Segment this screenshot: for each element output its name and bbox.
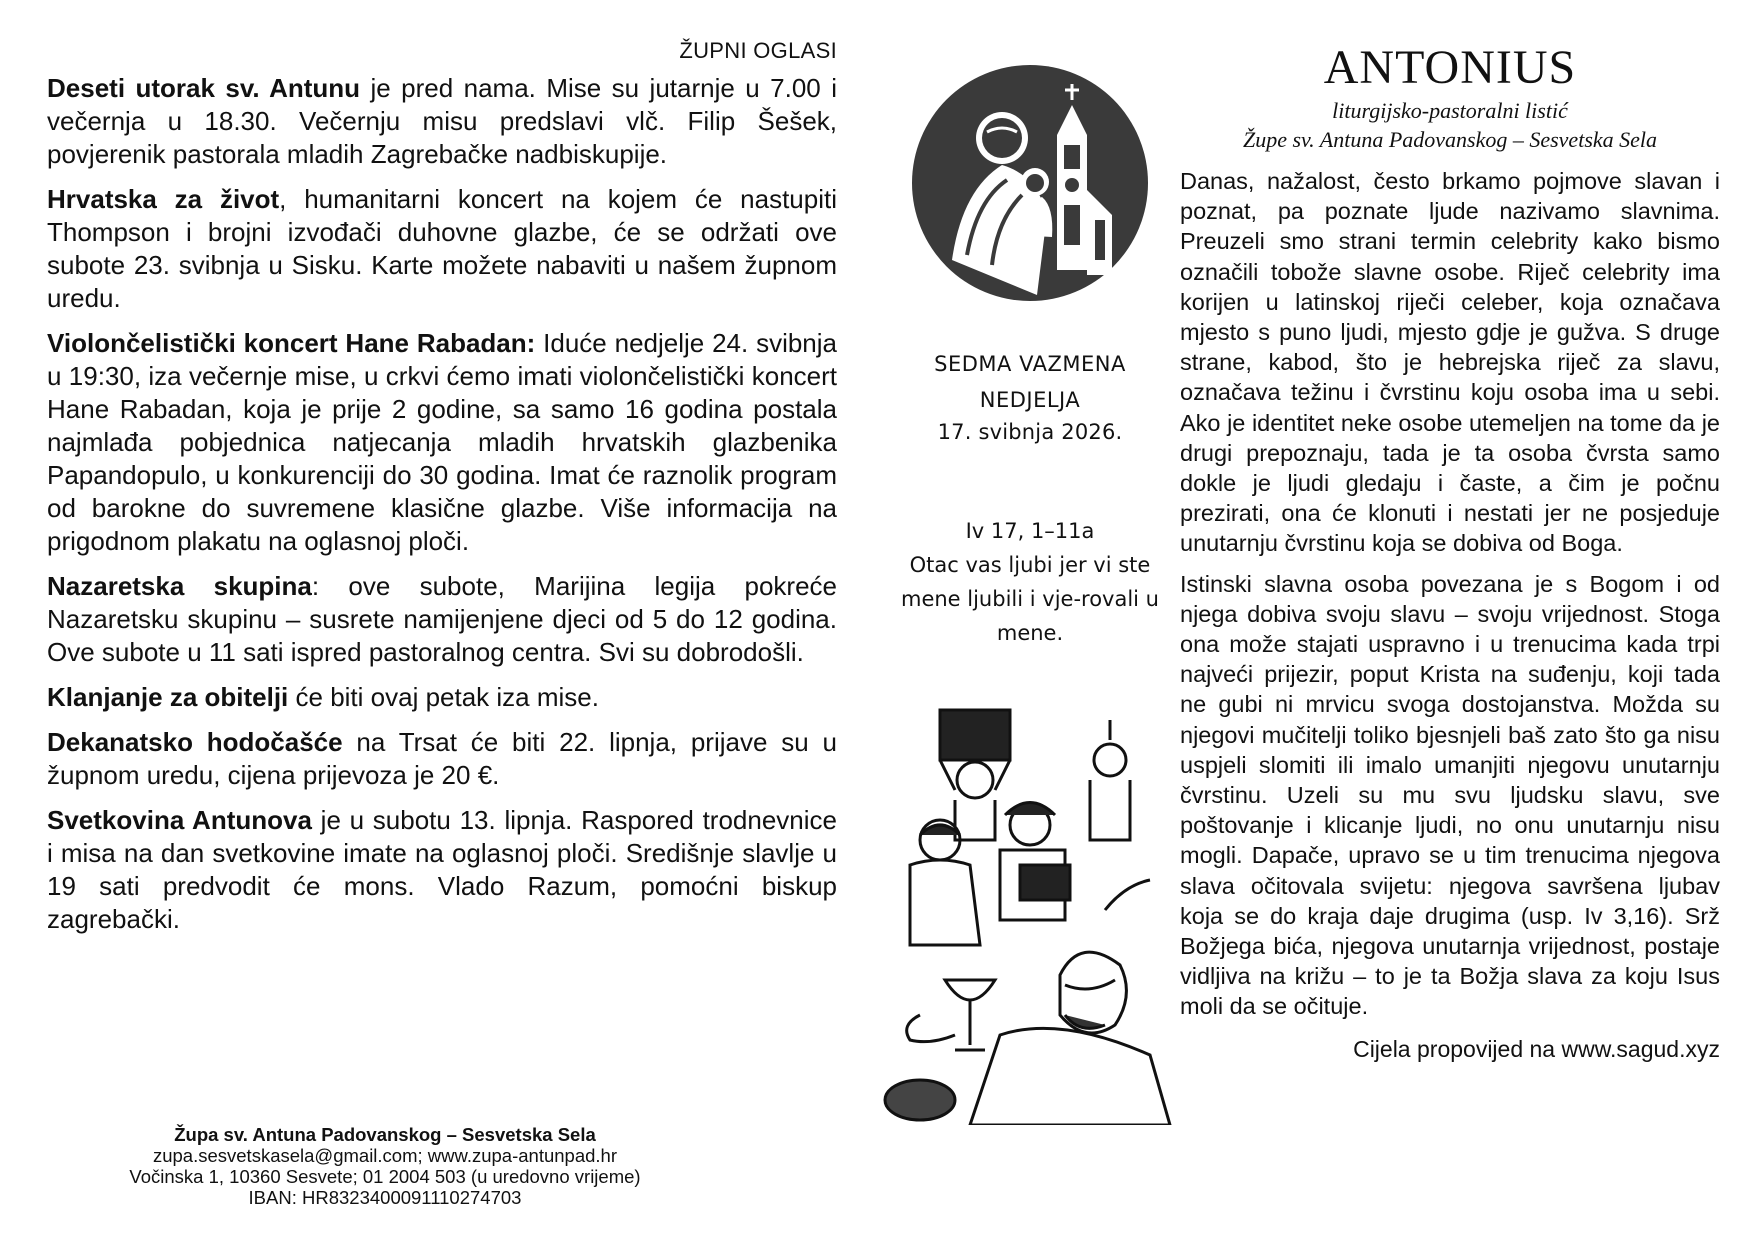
bulletin-subtitle-1: liturgijsko-pastoralni listić <box>1332 98 1568 123</box>
notice-item <box>47 681 837 714</box>
liturgy-column <box>880 60 1180 650</box>
notice-body: : ove subote, Marijina legija pokreće Nazaretsku skupinu – susrete namijenjene djeci od 5 do 12 godina. Ove subote u 11 sati ispred pastoralnog centra. Svi su dobrodošli. <box>47 571 837 667</box>
notice-heading: Svetkovina Antunova <box>47 805 312 835</box>
notice-item <box>47 72 837 171</box>
reading-text: Otac vas ljubi jer vi ste mene ljubili i vje-rovali u mene. <box>900 553 1159 645</box>
notice-item <box>47 183 837 315</box>
sunday-name <box>880 346 1180 418</box>
full-homily-link[interactable]: Cijela propovijed na www.sagud.xyz <box>1353 1035 1720 1062</box>
notice-heading: Violončelistički koncert Hane Rabadan: <box>47 328 536 358</box>
notice-heading: Hrvatska za život <box>47 184 280 214</box>
notice-item <box>47 327 837 558</box>
notices-title: ŽUPNI OGLASI <box>679 38 837 63</box>
parish-contact: zupa.sesvetskasela@gmail.com; www.zupa-antunpad.hr <box>152 1145 618 1166</box>
gospel-reading <box>880 514 1180 650</box>
bulletin-subtitle-2: Župe sv. Antuna Padovanskog – Sesvetska Sela <box>1242 127 1658 152</box>
notice-body: na Trsat će biti 22. lipnja, prijave su u župnom uredu, cijena prijevoza je 20 €. <box>47 727 837 790</box>
bulletin-date: 17. svibnja 2026. <box>937 420 1123 444</box>
homily-text <box>1180 166 1720 1022</box>
notice-item <box>47 570 837 669</box>
notice-heading: Deseti utorak sv. Antunu <box>47 73 361 103</box>
notice-heading: Dekanatsko hodočašće <box>47 727 343 757</box>
reading-reference: Iv 17, 1–11a <box>965 519 1095 543</box>
notice-item <box>47 804 837 936</box>
sunday-line-1: SEDMA VAZMENA <box>934 352 1126 376</box>
notice-item <box>47 726 837 792</box>
homily-column <box>1180 40 1720 1063</box>
parish-address: Vočinska 1, 10360 Sesvete; 01 2004 503 (u uredovno vrijeme) <box>129 1166 641 1187</box>
parish-footer <box>100 1124 670 1208</box>
notice-heading: Klanjanje za obitelji <box>47 682 289 712</box>
homily-paragraph-1: Danas, nažalost, često brkamo pojmove slavan i poznat, pa poznate ljude nazivamo slavnima. Preuzeli smo strani termin celebrity kako bismo označili tobože slavne osobe. Riječ celebrity ima korijen u latinskoj riječi celeber, koja označava mjesto s puno ljudi, mjesto gdje je gužva. S druge strane, kabod, što je hebrejska riječ za slavu, označava težinu i čvrstinu koju osoba ima u sebi. Ako je identitet neke osobe utemeljen na tome da je drugi prepoznaju, tada je ta osoba čvrsta samo dokle je ljudi gledaju i časte, a čim je počnu prezirati, ona će klonuti i nestati jer ne posjeduje unutarnju čvrstinu koja se dobiva od Boga. <box>1180 168 1720 557</box>
parish-name: Župa sv. Antuna Padovanskog – Sesvetska Sela <box>174 1124 596 1145</box>
bulletin-title: ANTONIUS <box>1323 41 1577 94</box>
notice-body: je pred nama. Mise su jutarnje u 7.00 i večernja u 18.30. Večernju misu predslavi vlč. Filip Šešek, povjerenik pastorala mladih Zagrebačke nadbiskupije. <box>47 73 837 169</box>
notice-heading: Nazaretska skupina <box>47 571 312 601</box>
notice-body: je u subotu 13. lipnja. Raspored trodnevnice i misa na dan svetkovine imate na oglasnoj ploči. Središnje slavlje u 19 sati predvodit će mons. Vlado Razum, pomoćni biskup zagrebački. <box>47 805 837 934</box>
notice-body: će biti ovaj petak iza mise. <box>288 682 599 712</box>
st-anthony-logo-icon <box>907 60 1153 306</box>
sunday-line-2: NEDJELJA <box>979 388 1081 412</box>
jesus-and-children-illustration-icon <box>880 705 1180 1125</box>
parish-notices-column <box>47 38 837 948</box>
homily-paragraph-2: Istinski slavna osoba povezana je s Bogom i od njega dobiva svoju slavu – svoju vrijednost. Stoga ona može stajati uspravno i u trenucima kada trpi najveći prijezir, poput Krista na suđenju, koji tada ne gubi ni mrvicu svoga dostojanstva. Možda su njegovi mučitelji toliko bjesnjeli baš zato što ga nisu uspjeli slomiti ili imalo umanjiti njegovu unutarnju čvrstinu. Uzeli su mu svu ljudsku slavu, sve poštovanje i klicanje ljudi, no onu unutarnju nisu mogli. Dapače, upravo se u tim trenucima njegova slava očitovala svijetu: njegova savršena ljubav koja se do kraja daje drugima (usp. Iv 3,16). Srž Božjega bića, njegova unutarnja vrijednost, postaje vidljiva na križu – to je ta Božja slava za koju Isus moli da se očituje. <box>1180 570 1720 1020</box>
parish-iban: IBAN: HR8323400091110274703 <box>248 1187 522 1208</box>
notice-body: , humanitarni koncert na kojem će nastupiti Thompson i brojni izvođači duhovne glazbe, će se održati ove subote 23. svibnja u Sisku. Karte možete nabaviti u našem župnom uredu. <box>47 184 837 313</box>
notice-body: Iduće nedjelje 24. svibnja u 19:30, iza večernje mise, u crkvi ćemo imati violončelistički koncert Hane Rabadan, koja je prije 2 godine, sa samo 16 godina postala najmlađa pobjednica natjecanja mladih hrvatskih glazbenika Papandopulo, u konkurenciji do 30 godina. Imat će raznolik program od barokne do suvremene klasične glazbe. Više informacija na prigodnom plakatu na oglasnoj ploči. <box>47 328 837 556</box>
